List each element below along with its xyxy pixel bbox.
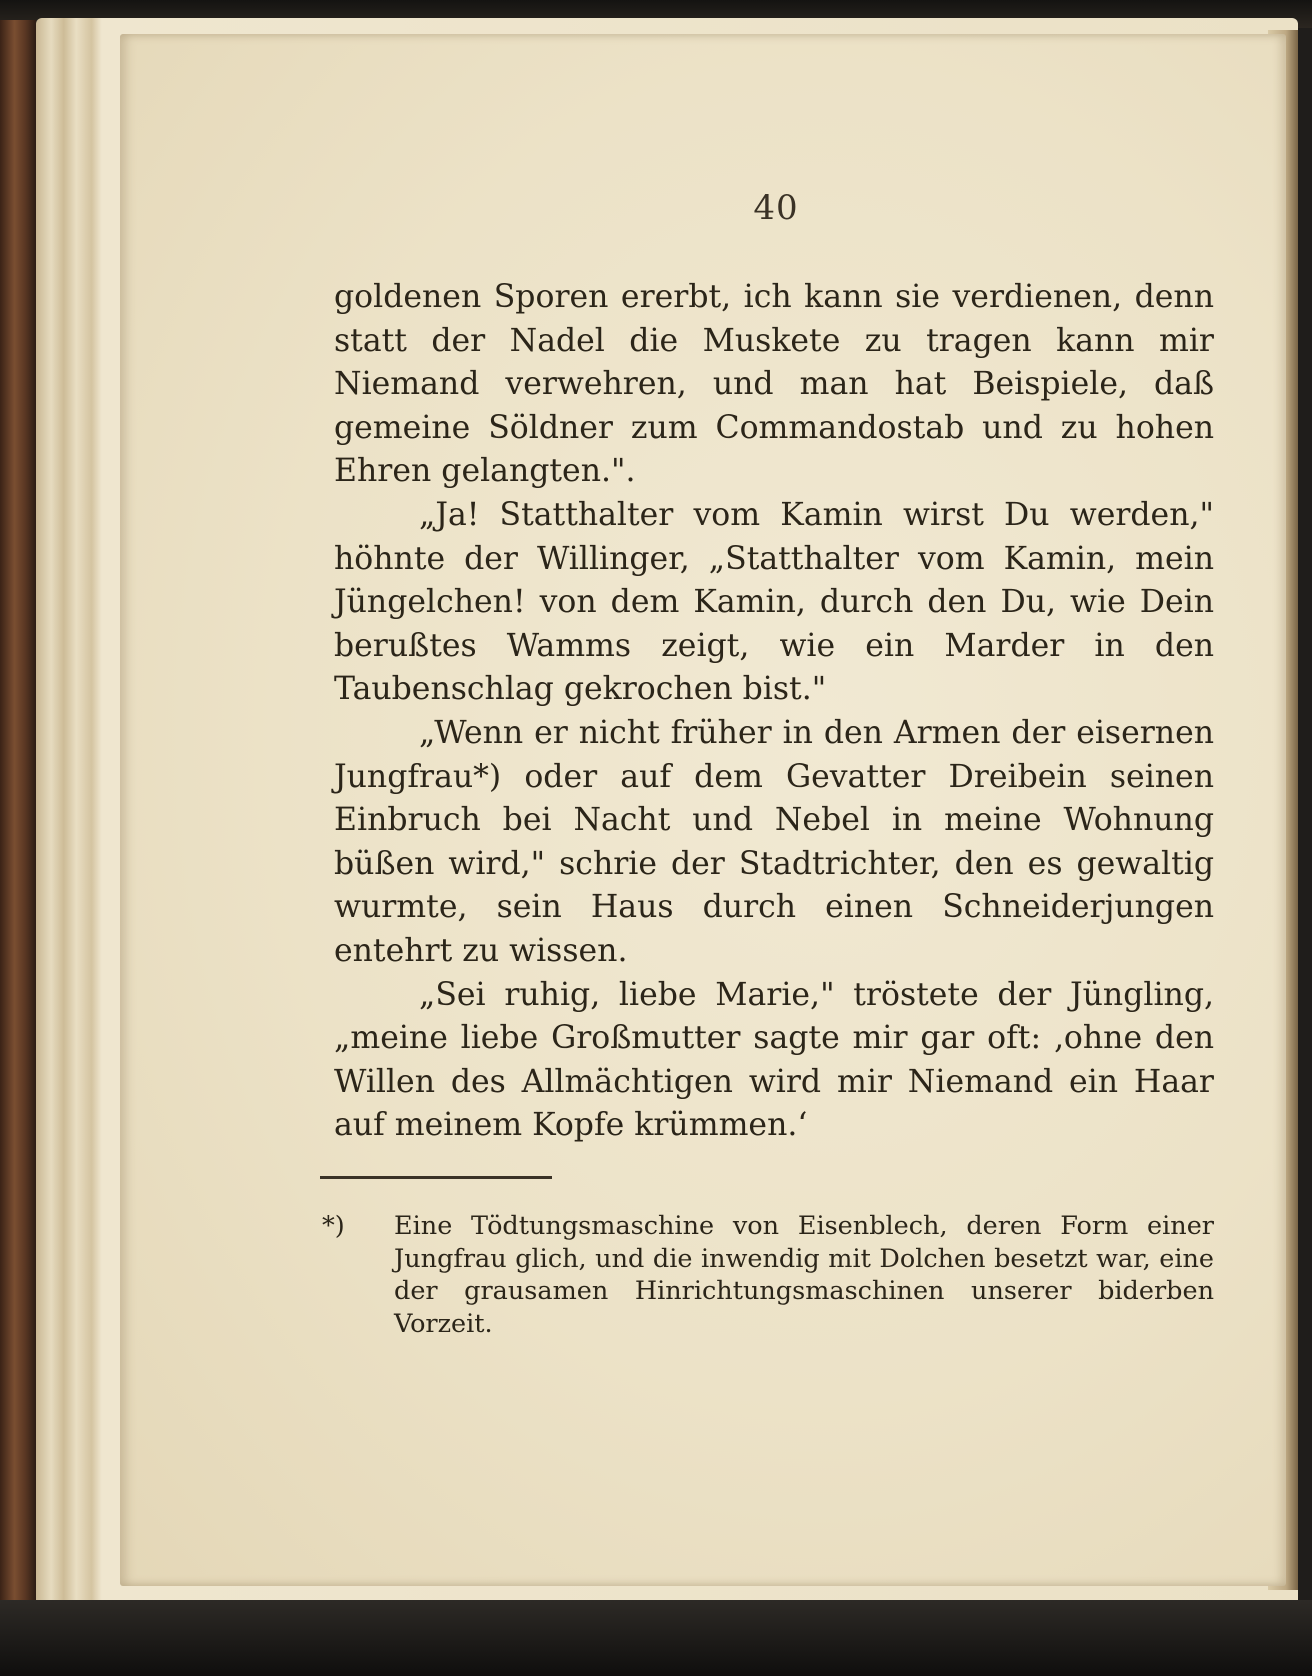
paragraph: „Ja! Statthalter vom Kamin wirst Du werden," höhnte der Willinger, „Statthalter vom Kamin, mein Jüngelchen! von dem Kamin, durch den Du, wie Dein berußtes Wamms zeigt, wie ein Marder in den Taubenschlag gekrochen bist." — [334, 496, 1214, 708]
footnote-text: Eine Tödtungsmaschine von Eisenblech, deren Form einer Jungfrau glich, und die inwendig mit Dolchen besetzt war, eine der grausamen Hinrichtungsmaschinen unserer biderben Vorzeit. — [394, 1211, 1214, 1339]
paragraph: „Sei ruhig, liebe Marie," tröstete der Jüngling, „meine liebe Großmutter sagte mir gar oft: ‚ohne den Willen des Allmächtigen wird mir Niemand ein Haar auf meinem Kopfe krümmen.‘ — [334, 976, 1214, 1144]
footnote-marker: *) — [322, 1211, 345, 1241]
paragraph: goldenen Sporen ererbt, ich kann sie verdienen, denn statt der Nadel die Muskete zu tragen kann mir Niemand verwehren, und man hat Beispiele, daß gemeine Söldner zum Commandostab und zu hohen Ehren gelangten.". — [334, 279, 1214, 490]
footnote-divider — [320, 1176, 552, 1179]
book-spine-leather — [0, 20, 36, 1620]
body-text — [334, 276, 1214, 1148]
page-number: 40 — [753, 188, 799, 228]
paragraph: „Wenn er nicht früher in den Armen der eisernen Jungfrau*) oder auf dem Gevatter Dreibein seinen Einbruch bei Nacht und Nebel in meine Wohnung büßen wird," schrie der Stadtrichter, den es gewaltig wurmte, sein Haus durch einen Schneiderjungen entehrt zu wissen. — [334, 714, 1214, 969]
book-cover-bottom-edge — [0, 1600, 1312, 1676]
footnote — [322, 1210, 1214, 1340]
